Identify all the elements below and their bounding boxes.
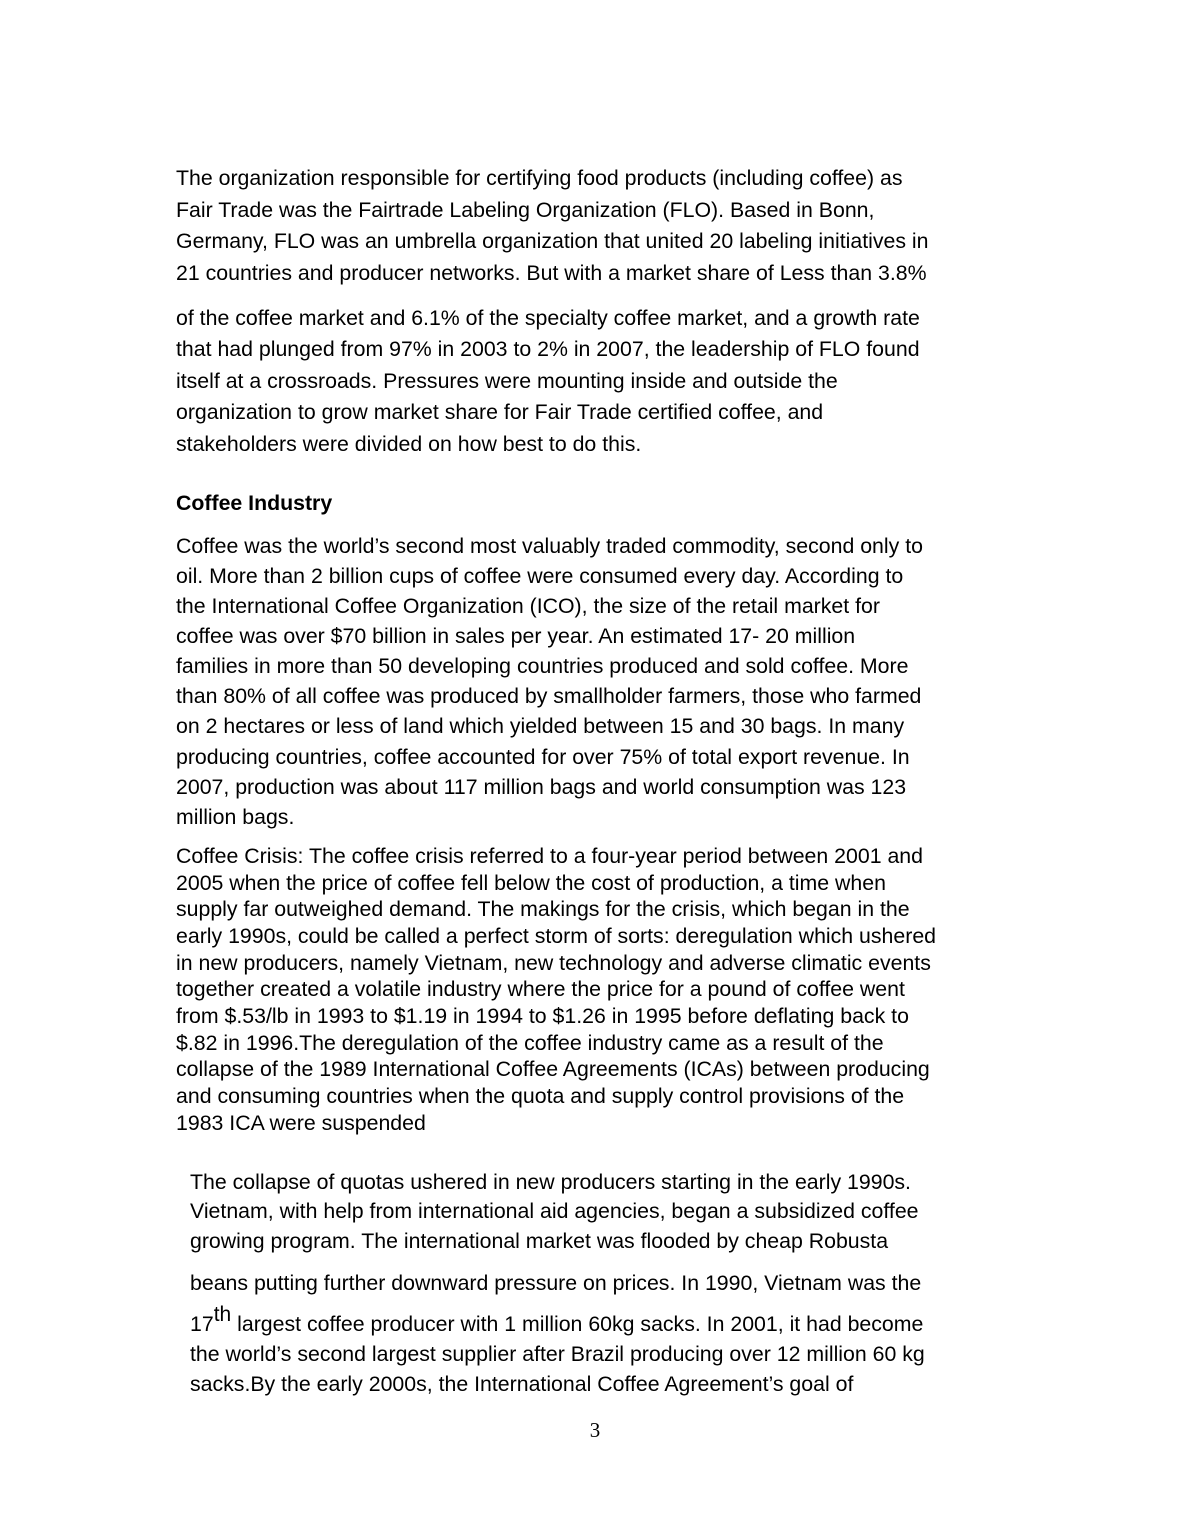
paragraph-3-line: families in more than 50 developing countries produced and sold coffee. More [176,654,909,678]
paragraph-4-line: together created a volatile industry where the price for a pound of coffee went [176,977,905,1001]
paragraph-3-line: oil. More than 2 billion cups of coffee were consumed every day. According to [176,564,904,588]
ordinal-suffix: th [213,1303,232,1326]
paragraph-3-line: on 2 hectares or less of land which yielded between 15 and 30 bags. In many [176,714,905,738]
section-heading: Coffee Industry [176,491,333,515]
paragraph-1-line: 21 countries and producer networks. But with a market share of Less than 3.8% [176,261,927,285]
paragraph-3-line: producing countries, coffee accounted for over 75% of total export revenue. In [176,745,910,769]
paragraph-1-line: Fair Trade was the Fairtrade Labeling Organization (FLO). Based in Bonn, [176,198,875,222]
paragraph-4-line: from $.53/lb in 1993 to $1.19 in 1994 to $1.26 in 1995 before deflating back to [176,1004,909,1028]
paragraph-5-line: the world’s second largest supplier after Brazil producing over 12 million 60 kg [190,1342,925,1366]
paragraph-3-line: million bags. [176,805,295,829]
paragraph-4-line: collapse of the 1989 International Coffee Agreements (ICAs) between producing [176,1057,930,1081]
paragraph-1-line: Germany, FLO was an umbrella organization that united 20 labeling initiatives in [176,229,929,253]
paragraph-3-line: 2007, production was about 117 million bags and world consumption was 123 [176,775,907,799]
paragraph-4-line: Coffee Crisis: The coffee crisis referred to a four-year period between 2001 and [176,844,923,868]
paragraph-4-line: 2005 when the price of coffee fell below the cost of production, a time when [176,871,886,895]
paragraph-5-line: The collapse of quotas ushered in new producers starting in the early 1990s. [190,1170,911,1194]
paragraph-4-line: 1983 ICA were suspended [176,1111,426,1135]
paragraph-3-line: than 80% of all coffee was produced by smallholder farmers, those who farmed [176,684,922,708]
paragraph-5-line: sacks.By the early 2000s, the International Coffee Agreement’s goal of [190,1372,854,1396]
paragraph-3-line: Coffee was the world’s second most valuably traded commodity, second only to [176,534,923,558]
paragraph-2-line: that had plunged from 97% in 2003 to 2% in 2007, the leadership of FLO found [176,337,920,361]
paragraph-5-line: Vietnam, with help from international aid agencies, began a subsidized coffee [190,1199,919,1223]
paragraph-4-line: and consuming countries when the quota and supply control provisions of the [176,1084,905,1108]
paragraph-2-line: organization to grow market share for Fair Trade certified coffee, and [176,400,824,424]
paragraph-4-line: in new producers, namely Vietnam, new technology and adverse climatic events [176,951,931,975]
paragraph-5-line: beans putting further downward pressure on prices. In 1990, Vietnam was the [190,1271,922,1295]
paragraph-4-line: supply far outweighed demand. The makings for the crisis, which began in the [176,897,910,921]
paragraph-2-line: of the coffee market and 6.1% of the specialty coffee market, and a growth rate [176,306,920,330]
paragraph-2-line: stakeholders were divided on how best to do this. [176,432,642,456]
paragraph-4-line: $.82 in 1996.The deregulation of the coffee industry came as a result of the [176,1031,884,1055]
paragraph-5-ordinal-line [190,1303,924,1337]
paragraph-3-line: coffee was over $70 billion in sales per year. An estimated 17- 20 million [176,624,856,648]
ordinal-rest: largest coffee producer with 1 million 60kg sacks. In 2001, it had become [231,1312,924,1336]
paragraph-1-line: The organization responsible for certifying food products (including coffee) as [176,166,903,190]
paragraph-3-line: the International Coffee Organization (ICO), the size of the retail market for [176,594,880,618]
paragraph-4-line: early 1990s, could be called a perfect storm of sorts: deregulation which ushered [176,924,937,948]
ordinal-number: 17 [190,1312,214,1336]
paragraph-5-line: growing program. The international market was flooded by cheap Robusta [190,1229,889,1253]
page-number: 3 [589,1418,601,1442]
paragraph-2-line: itself at a crossroads. Pressures were mounting inside and outside the [176,369,838,393]
